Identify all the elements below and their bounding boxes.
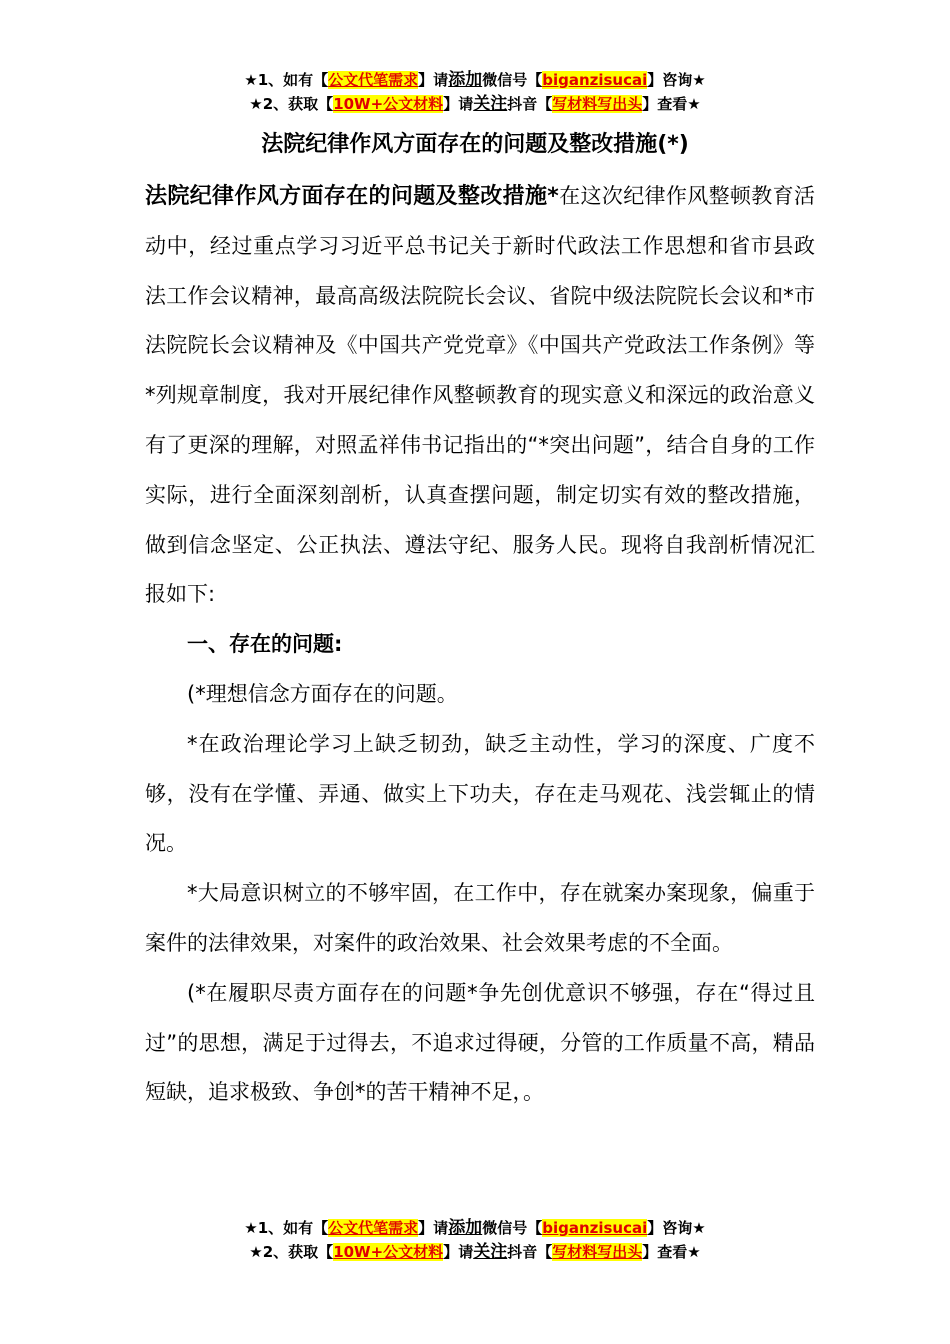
banner-text: 】请 [418, 1219, 449, 1237]
banner-highlight: 写材料写出头 [552, 95, 643, 113]
paragraph: (*理想信念方面存在的问题。 [187, 681, 458, 706]
banner-text: 微信号【 [482, 1219, 543, 1237]
paragraph: *大局意识树立的不够牢固，在工作中，存在就案办案现象，偏重于案件的法律效果，对案件的政治效果、社会效果考虑的不全面。 [145, 881, 815, 955]
section-heading: 一、存在的问题: [187, 632, 343, 657]
banner-emphasis: 关注 [473, 94, 508, 114]
banner-text: 】咨询★ [647, 1219, 706, 1237]
banner-highlight: 10W+公文材料 [333, 1243, 444, 1261]
banner-text: ★2、获取【 [249, 1243, 334, 1261]
banner-highlight: 10W+公文材料 [333, 95, 444, 113]
banner-text: 】查看★ [642, 1243, 701, 1261]
banner-highlight: biganzisucai [542, 1219, 648, 1237]
banner-highlight: 写材料写出头 [552, 1243, 643, 1261]
paragraph: (*在履职尽责方面存在的问题*争先创优意识不够强，存在“得过且过”的思想，满足于过得去，不追求过得硬，分管的工作质量不高，精品短缺，追求极致、争创*的苦干精神不足，。 [145, 980, 815, 1105]
banner-text: 抖音【 [507, 1243, 553, 1261]
banner-emphasis: 添加 [448, 70, 483, 90]
banner-emphasis: 关注 [473, 1242, 508, 1262]
banner-text: 】请 [443, 1243, 474, 1261]
banner-text: ★1、如有【 [244, 1219, 329, 1237]
intro-text: 在这次纪律作风整顿教育活动中，经过重点学习习近平总书记关于新时代政法工作思想和省市县政法工作会议精神，最高高级法院院长会议、省院中级法院院长会议和*市法院院长会议精神及《中国共产党党章》《中国共产党政法工作条例》等*列规章制度，我对开展纪律作风整顿教育的现实意义和深远的政治意义有了更深的理解，对照孟祥伟书记指出的“*突出问题”，结合自身的工作实际，进行全面深刻剖析，认真查摆问题，制定切实有效的整改措施，做到信念坚定、公正执法、遵法守纪、服务人民。现将自我剖析情况汇报如下: [145, 184, 815, 607]
banner-highlight: biganzisucai [542, 71, 648, 89]
banner-line-1 [0, 1216, 950, 1240]
banner-emphasis: 添加 [448, 1218, 483, 1238]
banner-text: 】查看★ [642, 95, 701, 113]
banner-text: ★2、获取【 [249, 95, 334, 113]
intro-paragraph [145, 172, 815, 620]
banner-line-1 [0, 68, 950, 92]
banner-text: ★1、如有【 [244, 71, 329, 89]
header-banner [0, 68, 950, 116]
banner-line-2 [0, 92, 950, 116]
banner-text: 抖音【 [507, 95, 553, 113]
footer-banner [0, 1216, 950, 1264]
banner-highlight: 公文代笔需求 [328, 1219, 419, 1237]
banner-text: 】请 [443, 95, 474, 113]
banner-line-2 [0, 1240, 950, 1264]
banner-highlight: 公文代笔需求 [328, 71, 419, 89]
banner-text: 】请 [418, 71, 449, 89]
intro-lead: 法院纪律作风方面存在的问题及整改措施* [145, 184, 559, 209]
paragraph: *在政治理论学习上缺乏韧劲，缺乏主动性，学习的深度、广度不够，没有在学懂、弄通、做实上下功夫，存在走马观花、浅尝辄止的情况。 [145, 731, 815, 856]
banner-text: 微信号【 [482, 71, 543, 89]
banner-text: 】咨询★ [647, 71, 706, 89]
document-title: 法院纪律作风方面存在的问题及整改措施(*) [261, 132, 689, 157]
document-body [145, 172, 815, 1118]
